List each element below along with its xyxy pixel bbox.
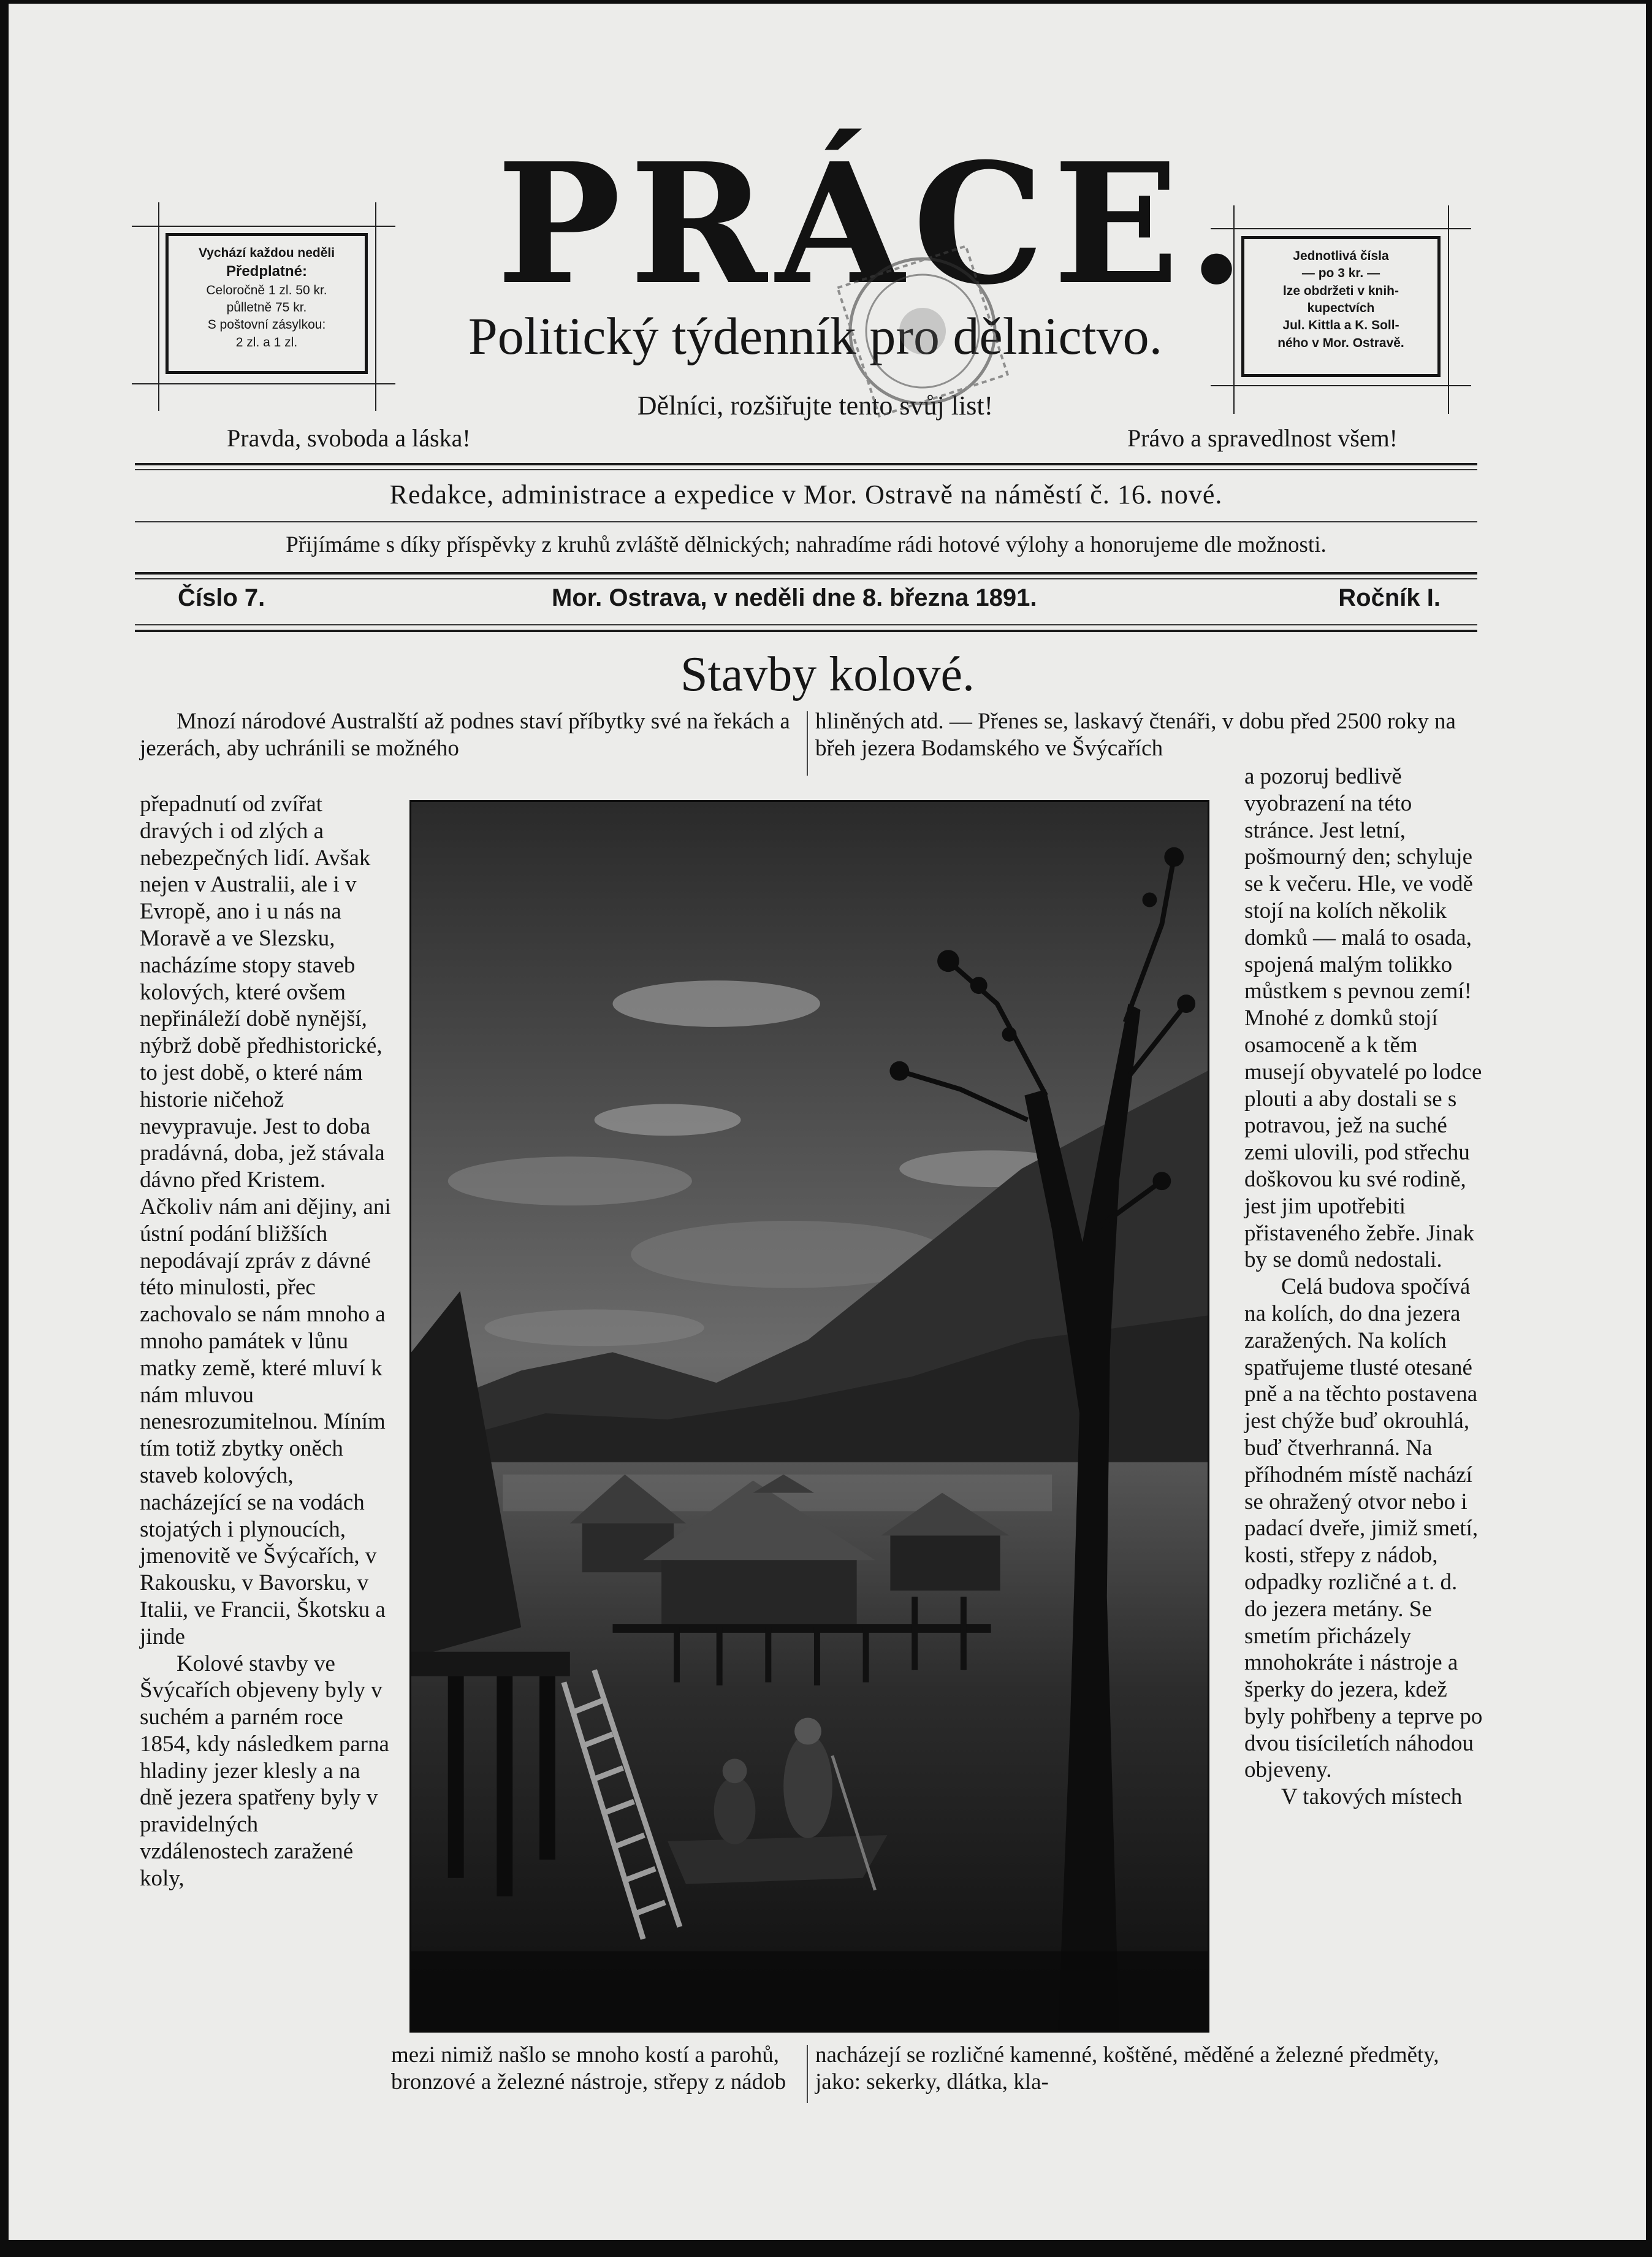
rule: [135, 578, 1477, 579]
subscription-box: [166, 233, 368, 374]
issue-row: [178, 586, 1441, 616]
box-line: ného v Mor. Ostravě.: [1277, 335, 1404, 350]
article-text: a pozoruj bedlivě vyobrazení na této stránce. Jest letní, pošmourný den; schyluje se k večeru. Hle, ve vodě stojí na kolích několik domků — malá to osada, spojená malým tolikko můstkem s pevnou zemí! Mnohé z domků stojí osamoceně a k těm musejí obyvatelé po lodce plouti a aby dostali se s potravou, jež na suché zemi ulovili, pod střechu doškovou ku své rodině, jest jim upotřebiti přistaveného žebře. Jinak by se domů nedostali.: [1244, 764, 1482, 1273]
rule: [135, 521, 1477, 522]
article-text: Mnozí národové Australští až podnes staví příbytky své na řekách a jezerách, aby uchránili se možného: [140, 709, 790, 761]
article-text: Celá budova spočívá na kolích, do dna jezera zaražených. Na kolích spatřujeme tlusté otesané pně a na těchto postavena jest chýže buď okrouhlá, buď čtverhranná. Na příhodném místě nachází se ohražený otvor nebo i padací dveře, jimiž smetí, kosti, střepy z nádob, odpadky rozličné a t. d. do jezera metány. Se smetím přicházely mnohokráte i nástroje a šperky do jezera, kdež byly pohřbeny a teprve po dvou tisíciletích náhodou objeveny.: [1244, 1274, 1483, 1783]
box-frame-line: [375, 202, 376, 411]
rule: [135, 572, 1477, 575]
newspaper-title: PRÁCE.: [497, 126, 1254, 321]
motto-left: Pravda, svoboda a láska!: [227, 424, 471, 452]
article-text: přepadnutí od zvířat dravých i od zlých a nebezpečných lidí. Avšak nejen v Australii, ale i v Evropě, ano i u nás na Moravě a ve Slezsku, nacházíme stopy staveb kolových, které ovšem nepřináleží době nynější, nýbrž době předhistorické, to jest době, o které nám historie ničehož nevypravuje. Jest to doba pradávná, doba, jež stávala dávno před Kristem. Ačkoliv nám ani dějiny, ani ústní podání bližších nepodávají zpráv z dávné této minulosti, přec zachovalo se nám mnoho a mnoho památek v lůnu matky země, které mluví k nám mluvou nenesrozumitelnou. Míním tím totiž zbytky oněch staveb kolových, nacházející se na vodách stojatých i plynoucích, jmenovitě ve Švýcařích, v Rakousku, v Bavorsku, v Italii, ve Francii, Škotsku a jinde: [140, 792, 391, 1649]
box-line: Předplatné:: [226, 263, 308, 280]
motto-center: Dělníci, rozšiřujte tento svůj list!: [637, 391, 994, 421]
column-divider: [807, 2045, 808, 2103]
article-text: Kolové stavby ve Švýcařích objeveny byly v suchém a parném roce 1854, kdy následkem parna hladiny jezer klesly a na dně jezera spatřeny byly v pravidelných vzdálenostech zaražené koly,: [140, 1651, 389, 1891]
box-frame-line: [1211, 228, 1471, 229]
pile-dwellings-illustration: [409, 800, 1209, 2033]
box-line: kupectvích: [1307, 301, 1375, 316]
rule: [135, 624, 1477, 625]
article-right-column: [1244, 763, 1483, 1811]
box-line: Jul. Kittla a K. Soll-: [1282, 318, 1399, 333]
editorial-address: Redakce, administrace a expedice v Mor. Ostravě na náměstí č. 16. nové.: [389, 479, 1223, 510]
article-lead-right: [815, 708, 1483, 762]
newspaper-subtitle: Politický týdenník pro dělnictvo.: [468, 307, 1163, 365]
box-line: Vychází každou neděli: [198, 246, 335, 260]
motto-right: Právo a spravedlnost všem!: [1127, 424, 1398, 452]
price-box: [1241, 236, 1441, 377]
issue-place-date: Mor. Ostrava, v neděli dne 8. března 1891.: [552, 584, 1037, 611]
box-frame-line: [1211, 385, 1471, 386]
box-line: — po 3 kr. —: [1301, 266, 1380, 281]
article-text: nacházejí se rozličné kamenné, koštěné, měděné a železné předměty, jako: sekerky, dlátka, kla-: [815, 2042, 1439, 2095]
issue-number: Číslo 7.: [178, 584, 265, 611]
box-line: Celoročně 1 zl. 50 kr.: [206, 283, 327, 297]
box-line: půlletně 75 kr.: [226, 300, 307, 315]
article-left-column: [140, 791, 391, 1892]
issue-volume: Ročník I.: [1338, 584, 1441, 611]
article-lead-left: [140, 708, 796, 762]
box-frame-line: [132, 383, 395, 384]
rule: [135, 630, 1477, 632]
article-title: Stavby kolové.: [680, 647, 975, 701]
box-frame-line: [132, 226, 395, 227]
library-stamp-icon: [831, 239, 1014, 423]
article-text: hliněných atd. — Přenes se, laskavý čtenáři, v dobu před 2500 roky na břeh jezera Bodamského ve Švýcařích: [815, 709, 1456, 761]
article-bottom-right: [815, 2042, 1483, 2096]
box-line: lze obdržeti v knih-: [1282, 283, 1399, 298]
article-text: mezi nimiž našlo se mnoho kostí a parohů, bronzové a železné nástroje, střepy z nádob: [391, 2042, 786, 2095]
article-bottom-left: [140, 2042, 802, 2096]
box-line: S poštovní zásylkou:: [207, 318, 326, 332]
article-text: V takových místech: [1281, 1784, 1463, 1810]
rule: [135, 469, 1477, 470]
box-line: 2 zl. a 1 zl.: [235, 335, 298, 349]
contributions-note: Přijímáme s díky příspěvky z kruhů zvláště dělnických; nahradíme rádi hotové výlohy a honorujeme dle možnosti.: [286, 532, 1327, 557]
column-divider: [807, 711, 808, 776]
box-frame-line: [158, 202, 159, 411]
box-line: Jednotlivá čísla: [1293, 249, 1389, 263]
box-frame-line: [1233, 205, 1235, 414]
rule: [135, 463, 1477, 465]
box-frame-line: [1448, 205, 1449, 414]
